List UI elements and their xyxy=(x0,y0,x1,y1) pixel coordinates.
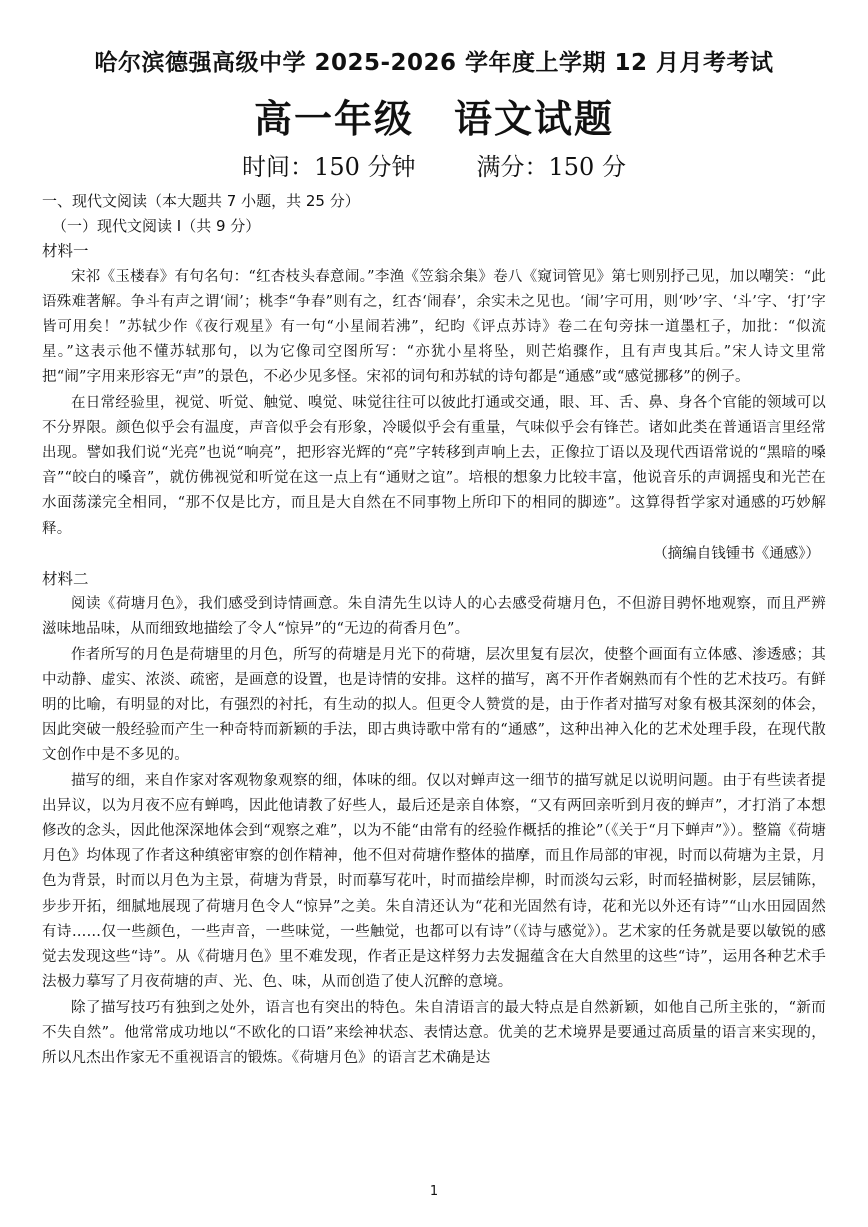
material-two-paragraph: 除了描写技巧有独到之处外，语言也有突出的特色。朱自清语言的最大特点是自然新颖，如他自己所主张的，“新而不失自然”。他常常成功地以“不欧化的口语”来绘神状态、表情达意。优美的艺术境界是要通过高质量的语言来实现的，所以凡杰出作家无不重视语言的锻炼。《荷塘月色》的语言艺术确是达 xyxy=(42,999,826,1066)
material-one-label: 材料一 xyxy=(42,242,89,261)
material-two-label: 材料二 xyxy=(42,570,89,589)
material-one-source: （摘编自钱锺书《通感》） xyxy=(653,545,820,562)
school-title: 哈尔滨德强高级中学 2025-2026 学年度上学期 12 月月考考试 xyxy=(94,50,774,76)
page-number: 1 xyxy=(429,1184,439,1199)
material-one-paragraph: 宋祁《玉楼春》有句名句：“红杏枝头春意闹。”李渔《笠翁余集》卷八《窥词管见》第七则别抒己见，加以嘲笑：“此语殊难著解。争斗有声之谓‘闹’；桃李“争春”则有之，红杏‘闹春’，余实未之见也。‘闹’字可用，则‘吵’字、‘斗’字、‘打’字皆可用矣！”苏轼少作《夜行观星》有一句“小星闹若沸”，纪昀《评点苏诗》卷二在句旁抹一道墨杠子，加批：“似流星。”这表示他不懂苏轼那句，以为它像司空图所写：“亦犹小星将坠，则芒焰骤作，且有声曳其后。”宋人诗文里常把“闹”字用来形容无“声”的景色，不必少见多怪。宋祁的词句和苏轼的诗句都是“通感”或“感觉挪移”的例子。 xyxy=(42,268,826,386)
exam-meta xyxy=(0,147,868,182)
material-two-paragraph: 描写的细，来自作家对客观物象观察的细，体味的细。仅以对蝉声这一细节的描写就足以说明问题。由于有些读者提出异议，以为月夜不应有蝉鸣，因此他请教了好些人，最后还是亲自体察，“又有两回亲听到月夜的蝉声”，才打消了本想修改的念头，因此他深深地体会到“观察之难”，以为不能“由常有的经验作概括的推论”（《关于“月下蝉声”》）。整篇《荷塘月色》均体现了作者这种缜密审察的创作精神，他不但对荷塘作整体的描摩，而且作局部的审视，时而以荷塘为主景，月色为背景，时而以月色为主景，荷塘为背景，时而摹写花叶，时而描绘岸柳，时而淡勾云彩，时而轻描树影，层层铺陈，步步开拓，细腻地展现了荷塘月色令人“惊异”之美。朱自清还认为“花和光固然有诗，花和光以外还有诗”“山水田园固然有诗……仅一些颜色，一些声音，一些味觉，一些触觉，也都可以有诗”（《诗与感觉》）。艺术家的任务就是要以敏锐的感觉去发现这些“诗”。从《荷塘月色》里不难发现，作者正是这样努力去发掘蕴含在大自然里的这些“诗”，运用各种艺术手法极力摹写了月夜荷塘的声、光、色、味，从而创造了使人沉醉的意境。 xyxy=(42,772,826,991)
score-label: 满分：150 分 xyxy=(476,153,626,181)
section-subtitle: （一）现代文阅读 I（共 9 分） xyxy=(52,217,261,236)
section-title: 一、现代文阅读（本大题共 7 小题，共 25 分） xyxy=(42,192,360,210)
reading-content xyxy=(42,189,826,1071)
material-two-paragraph: 阅读《荷塘月色》，我们感受到诗情画意。朱自清先生以诗人的心去感受荷塘月色，不但游目骋怀地观察，而且严辨滋味地品味，从而细致地描绘了令人“惊异”的“无边的荷香月色”。 xyxy=(42,596,826,638)
time-label: 时间：150 分钟 xyxy=(242,153,416,181)
exam-title: 高一年级 语文试题 xyxy=(253,96,614,141)
material-one-paragraph: 在日常经验里，视觉、听觉、触觉、嗅觉、味觉往往可以彼此打通或交通，眼、耳、舌、鼻、身各个官能的领域可以不分界限。颜色似乎会有温度，声音似乎会有形象，冷暖似乎会有重量，气味似乎会有锋芒。诸如此类在普通语言里经常出现。譬如我们说“光亮”也说“响亮”，把形容光辉的“亮”字转移到声响上去，正像拉丁语以及现代西语常说的“黑暗的嗓音”“皎白的嗓音”，就仿佛视觉和听觉在这一点上有“通财之谊”。培根的想象力比较丰富，他说音乐的声调摇曳和光芒在水面荡漾完全相同，“那不仅是比方，而且是大自然在不同事物上所印下的相同的脚迹”。这算得哲学家对通感的巧妙解释。 xyxy=(42,394,826,537)
material-two-paragraph: 作者所写的月色是荷塘里的月色，所写的荷塘是月光下的荷塘，层次里复有层次，使整个画面有立体感、渗透感；其中动静、虚实、浓淡、疏密，是画意的设置，也是诗情的安排。这样的描写，离不开作者娴熟而有个性的艺术技巧。有鲜明的比喻，有明显的对比，有强烈的衬托，有生动的拟人。但更令人赞赏的是，由于作者对描写对象有极其深刻的体会，因此突破一般经验而产生一种奇特而新颖的手法，即古典诗歌中常有的“通感”，这种出神入化的艺术处理手段，在现代散文创作中是不多见的。 xyxy=(42,646,826,764)
